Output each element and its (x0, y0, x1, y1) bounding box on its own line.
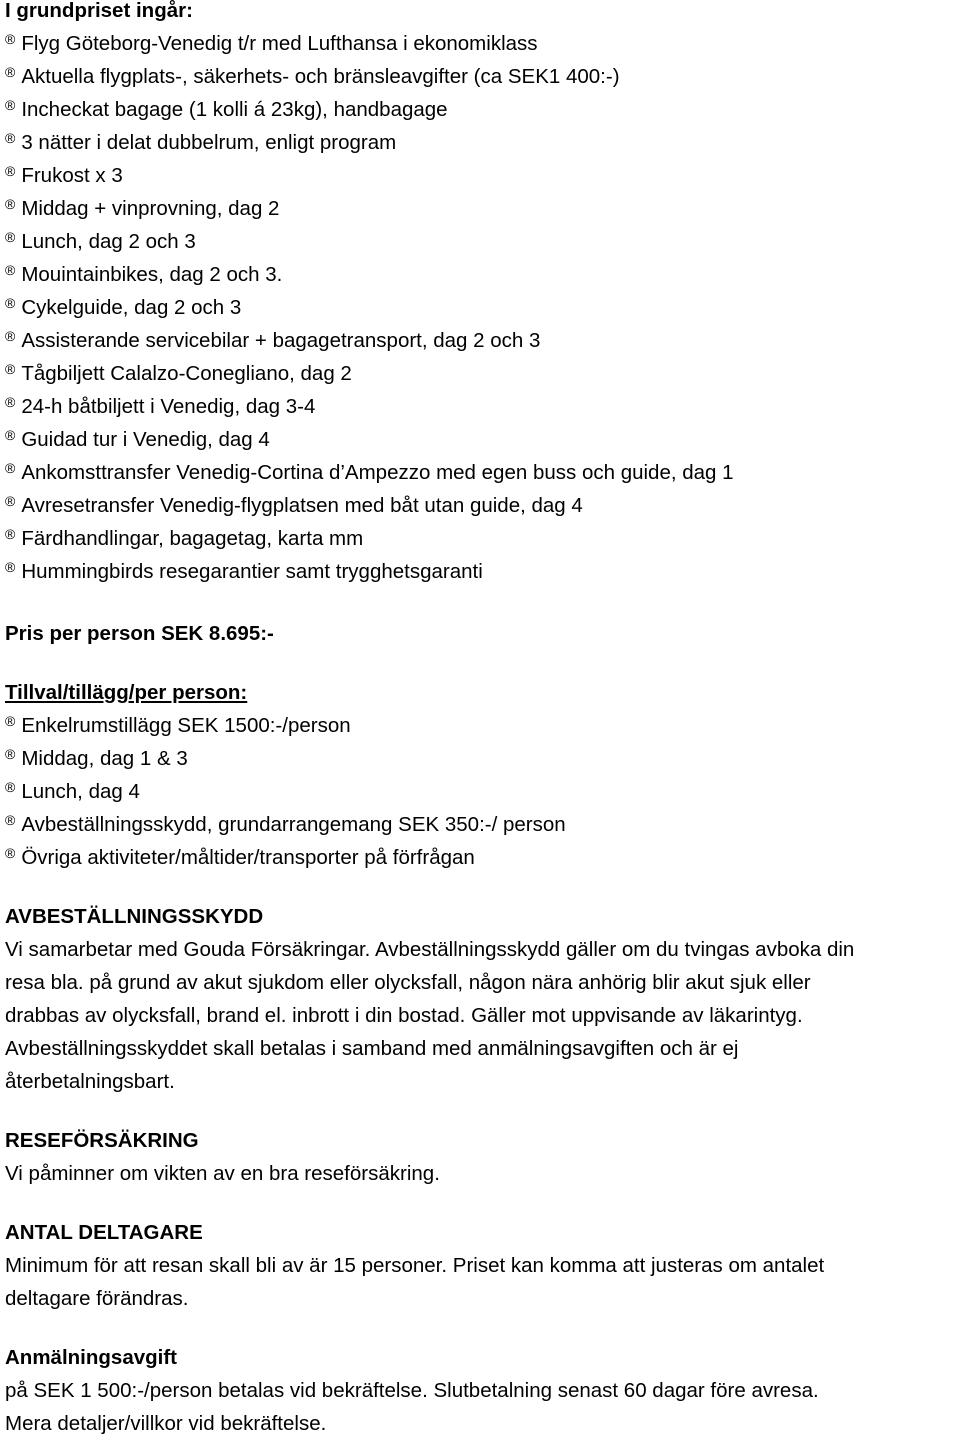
list-item-text: Mouintainbikes, dag 2 och 3. (21, 263, 283, 286)
participants-text (5, 1249, 960, 1315)
insurance-text (5, 1157, 960, 1190)
list-item-text: Lunch, dag 4 (21, 780, 140, 803)
bullet-icon: ® (5, 559, 16, 575)
bullet-icon: ® (5, 328, 16, 344)
list-item-text: Färdhandlingar, bagagetag, karta mm (21, 527, 364, 550)
bullet-icon: ® (5, 526, 16, 542)
bullet-icon: ® (5, 394, 16, 410)
list-item-text: Frukost x 3 (21, 164, 123, 187)
cancellation-heading: AVBESTÄLLNINGSSKYDD (5, 905, 264, 928)
list-item (5, 522, 960, 555)
list-item-text: Aktuella flygplats-, säkerhets- och bränsleavgifter (ca SEK1 400:-) (21, 65, 620, 88)
list-item-text: Middag + vinprovning, dag 2 (21, 197, 280, 220)
paragraph-line: på SEK 1 500:-/person betalas vid bekräftelse. Slutbetalning senast 60 dagar före avresa. (5, 1379, 819, 1402)
included-list (5, 27, 960, 588)
bullet-icon: ® (5, 262, 16, 278)
paragraph-line: återbetalningsbart. (5, 1070, 175, 1093)
paragraph-line: Vi samarbetar med Gouda Försäkringar. Avbeställningsskydd gäller om du tvingas avboka din (5, 938, 855, 961)
paragraph-line: drabbas av olycksfall, brand el. inbrott i din bostad. Gäller mot uppvisande av läkarintyg. (5, 1004, 803, 1027)
included-heading: I grundpriset ingår: (5, 0, 193, 22)
list-item (5, 27, 960, 60)
list-item-text: Flyg Göteborg-Venedig t/r med Lufthansa i ekonomiklass (21, 32, 538, 55)
bullet-icon: ® (5, 361, 16, 377)
list-item-text: Avbeställningsskydd, grundarrangemang SEK 350:-/ person (21, 813, 566, 836)
bullet-icon: ® (5, 493, 16, 509)
bullet-icon: ® (5, 196, 16, 212)
list-item (5, 258, 960, 291)
paragraph-line: Vi påminner om vikten av en bra reseförsäkring. (5, 1162, 440, 1185)
list-item (5, 390, 960, 423)
bullet-icon: ® (5, 713, 16, 729)
list-item-text: Enkelrumstillägg SEK 1500:-/person (21, 714, 351, 737)
bullet-icon: ® (5, 845, 16, 861)
fee-heading: Anmälningsavgift (5, 1346, 177, 1369)
list-item (5, 456, 960, 489)
list-item (5, 775, 960, 808)
list-item (5, 126, 960, 159)
bullet-icon: ® (5, 427, 16, 443)
list-item (5, 489, 960, 522)
list-item (5, 60, 960, 93)
list-item (5, 291, 960, 324)
list-item (5, 159, 960, 192)
list-item-text: Middag, dag 1 & 3 (21, 747, 188, 770)
list-item (5, 192, 960, 225)
list-item-text: Avresetransfer Venedig-flygplatsen med båt utan guide, dag 4 (21, 494, 583, 517)
bullet-icon: ® (5, 97, 16, 113)
addons-list (5, 709, 960, 874)
list-item (5, 808, 960, 841)
list-item-text: 24-h båtbiljett i Venedig, dag 3-4 (21, 395, 316, 418)
list-item-text: Cykelguide, dag 2 och 3 (21, 296, 242, 319)
paragraph-line: Avbeställningsskyddet skall betalas i samband med anmälningsavgiften och är ej (5, 1037, 739, 1060)
bullet-icon: ® (5, 460, 16, 476)
list-item-text: Incheckat bagage (1 kolli á 23kg), handbagage (21, 98, 448, 121)
paragraph-line: resa bla. på grund av akut sjukdom eller olycksfall, någon nära anhörig blir akut sjuk eller (5, 971, 811, 994)
participants-heading: ANTAL DELTAGARE (5, 1221, 203, 1244)
bullet-icon: ® (5, 295, 16, 311)
bullet-icon: ® (5, 812, 16, 828)
list-item (5, 742, 960, 775)
cancellation-text (5, 933, 960, 1098)
bullet-icon: ® (5, 64, 16, 80)
list-item (5, 709, 960, 742)
bullet-icon: ® (5, 130, 16, 146)
list-item (5, 841, 960, 874)
list-item (5, 93, 960, 126)
paragraph-line: deltagare förändras. (5, 1287, 189, 1310)
list-item (5, 324, 960, 357)
list-item-text: Guidad tur i Venedig, dag 4 (21, 428, 270, 451)
insurance-heading: RESEFÖRSÄKRING (5, 1129, 199, 1152)
paragraph-line: Minimum för att resan skall bli av är 15 personer. Priset kan komma att justeras om antalet (5, 1254, 825, 1277)
bullet-icon: ® (5, 229, 16, 245)
list-item (5, 555, 960, 588)
list-item-text: Tågbiljett Calalzo-Conegliano, dag 2 (21, 362, 352, 385)
list-item (5, 423, 960, 456)
list-item (5, 357, 960, 390)
bullet-icon: ® (5, 779, 16, 795)
price-line: Pris per person SEK 8.695:- (5, 622, 274, 645)
bullet-icon: ® (5, 746, 16, 762)
addons-heading: Tillval/tillägg/per person: (5, 681, 248, 704)
list-item (5, 225, 960, 258)
bullet-icon: ® (5, 31, 16, 47)
list-item-text: Lunch, dag 2 och 3 (21, 230, 196, 253)
list-item-text: Assisterande servicebilar + bagagetransport, dag 2 och 3 (21, 329, 541, 352)
paragraph-line: Mera detaljer/villkor vid bekräftelse. (5, 1412, 327, 1435)
list-item-text: 3 nätter i delat dubbelrum, enligt program (21, 131, 397, 154)
list-item-text: Hummingbirds resegarantier samt trygghetsgaranti (21, 560, 483, 583)
list-item-text: Övriga aktiviteter/måltider/transporter på förfrågan (21, 846, 475, 869)
bullet-icon: ® (5, 163, 16, 179)
fee-text (5, 1374, 960, 1440)
list-item-text: Ankomsttransfer Venedig-Cortina d’Ampezzo med egen buss och guide, dag 1 (21, 461, 734, 484)
